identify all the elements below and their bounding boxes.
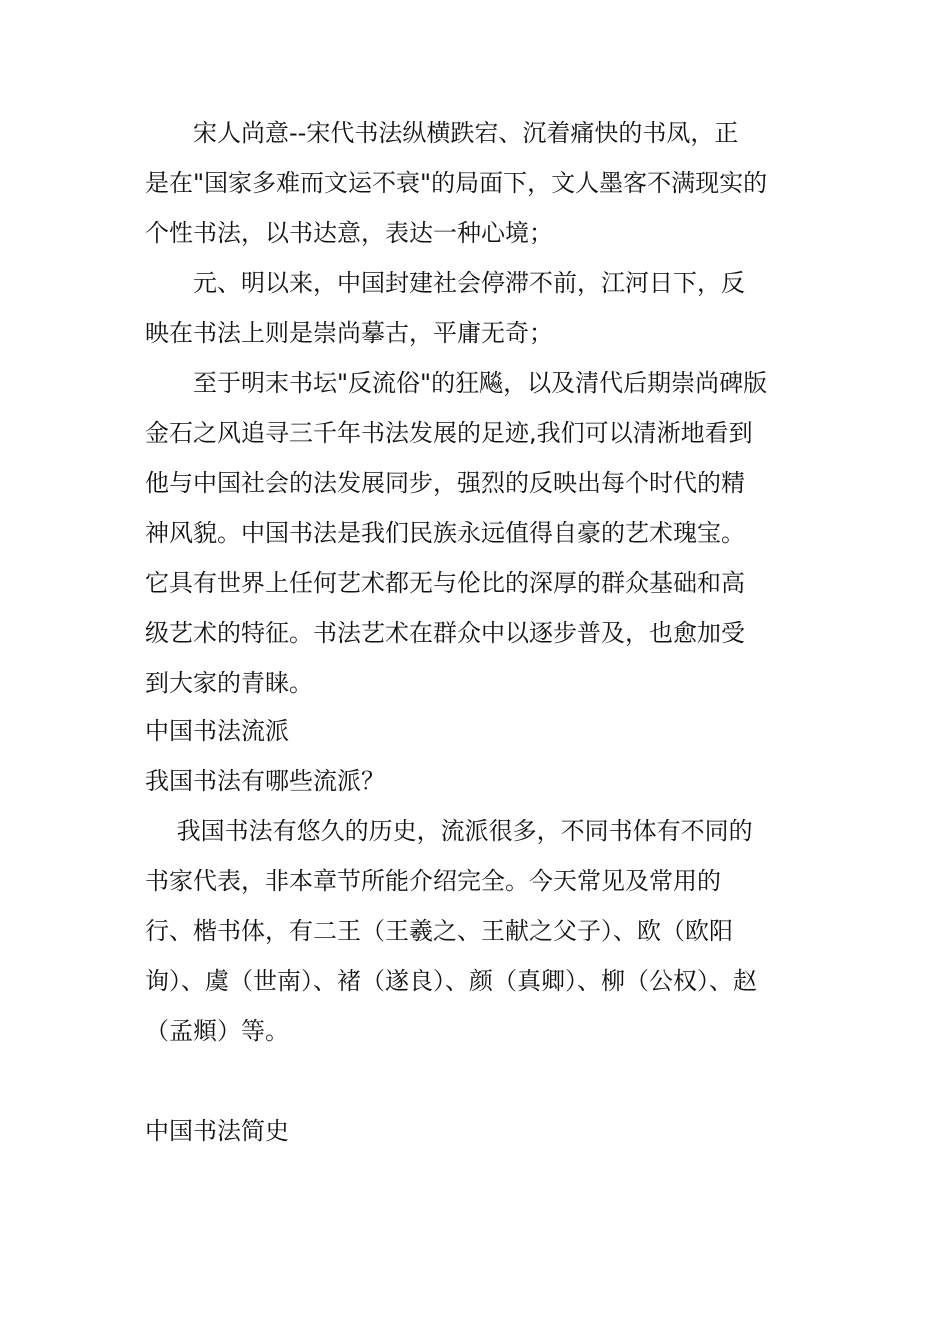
paragraph-late-ming-line-3: 他与中国社会的法发展同步，强烈的反映出每个时代的精 xyxy=(145,469,745,497)
paragraph-late-ming-line-7: 到大家的青睐。 xyxy=(145,669,313,697)
paragraph-yuan-ming-line-1: 元、明以来，中国封建社会停滞不前，江河日下，反 xyxy=(145,269,745,297)
paragraph-late-ming-line-5: 它具有世界上任何艺术都无与伦比的深厚的群众基础和高 xyxy=(145,569,745,597)
paragraph-late-ming-line-2: 金石之风追寻三千年书法发展的足迹,我们可以清淅地看到 xyxy=(145,419,753,447)
paragraph-schools-line-3: 行、楷书体，有二王（王羲之、王献之父子）、欧（欧阳 xyxy=(145,917,733,945)
paragraph-schools-line-5: （孟頫）等。 xyxy=(145,1017,289,1045)
paragraph-song-line-3: 个性书法，以书达意，表达一种心境； xyxy=(145,219,553,247)
paragraph-yuan-ming-line-2: 映在书法上则是崇尚摹古，平庸无奇； xyxy=(145,319,553,347)
paragraph-song-line-1: 宋人尚意--宋代书法纵横跌宕、沉着痛快的书凤，正 xyxy=(145,119,739,147)
paragraph-schools-line-1: 我国书法有悠久的历史，流派很多，不同书体有不同的 xyxy=(145,817,753,845)
paragraph-late-ming-line-4: 神风貌。中国书法是我们民族永远值得自豪的艺术瑰宝。 xyxy=(145,519,745,547)
paragraph-late-ming-line-6: 级艺术的特征。书法艺术在群众中以逐步普及，也愈加受 xyxy=(145,619,745,647)
heading-calligraphy-brief-history: 中国书法简史 xyxy=(145,1117,289,1145)
paragraph-schools-line-4: 询）、虞（世南）、褚（遂良）、颜（真卿）、柳（公权）、赵 xyxy=(145,967,757,995)
paragraph-late-ming-line-1: 至于明末书坛"反流俗"的狂飚，以及清代后期崇尚碑版 xyxy=(145,369,768,397)
heading-calligraphy-schools: 中国书法流派 xyxy=(145,717,289,745)
paragraph-song-line-2: 是在"国家多难而文运不衰"的局面下，文人墨客不满现实的 xyxy=(145,169,768,197)
question-calligraphy-schools: 我国书法有哪些流派？ xyxy=(145,767,385,795)
paragraph-schools-line-2: 书家代表，非本章节所能介绍完全。今天常见及常用的 xyxy=(145,867,721,895)
